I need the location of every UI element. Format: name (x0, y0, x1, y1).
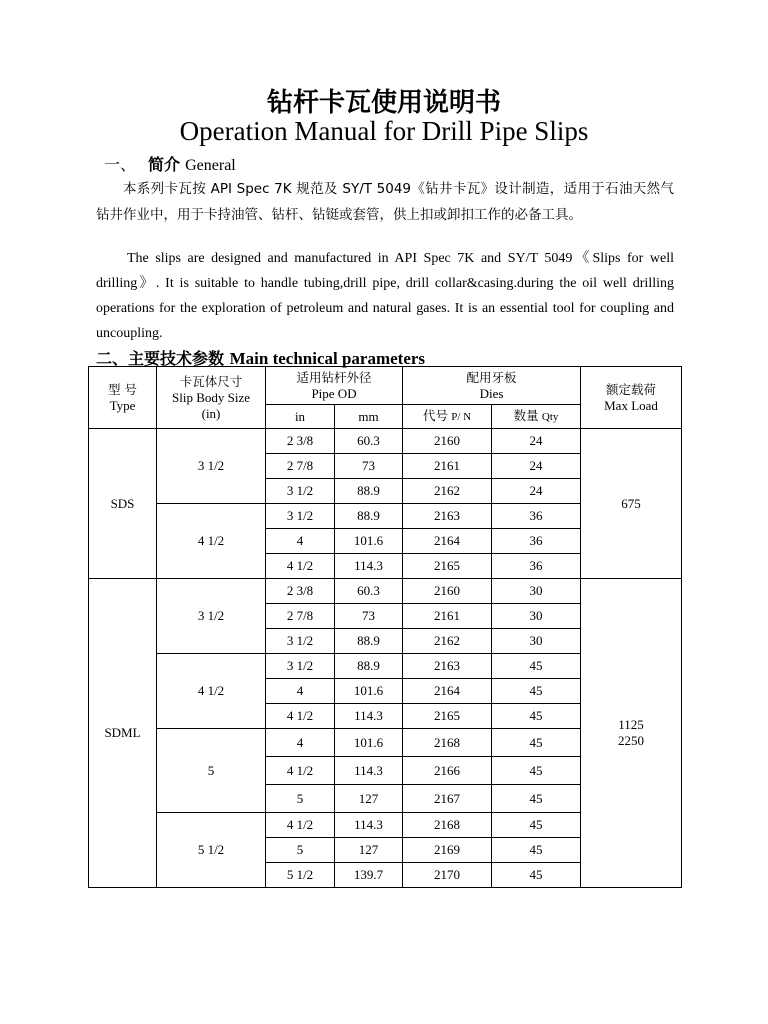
cell-pn: 2164 (403, 679, 492, 704)
cell-mm: 73 (335, 454, 403, 479)
cell-in: 2 7/8 (266, 604, 335, 629)
header-dies-qty (492, 405, 581, 429)
section-title-cn: 二、主要技术参数 (96, 349, 225, 368)
cell-pn: 2161 (403, 604, 492, 629)
cell-pn: 2169 (403, 838, 492, 863)
cell-pn: 2170 (403, 863, 492, 888)
cell-in: 3 1/2 (266, 479, 335, 504)
document-title-cn: 钻杆卡瓦使用说明书 (266, 88, 501, 118)
header-type-cn: 型 号 (108, 381, 137, 397)
cell-pn: 2162 (403, 479, 492, 504)
cell-in: 5 (266, 838, 335, 863)
header-pipe-od (266, 367, 403, 405)
cell-body-size: 3 1/2 (157, 579, 266, 654)
header-od-mm: mm (335, 405, 403, 429)
cell-body-size: 4 1/2 (157, 504, 266, 579)
header-load-cn: 额定载荷 (606, 381, 657, 397)
cell-in: 5 1/2 (266, 863, 335, 888)
header-body-en: Slip Body Size (171, 389, 250, 405)
cell-mm: 114.3 (335, 813, 403, 838)
cell-in: 2 7/8 (266, 454, 335, 479)
header-od-in: in (266, 405, 335, 429)
cell-mm: 88.9 (335, 504, 403, 529)
cell-in: 4 1/2 (266, 757, 335, 785)
cell-mm: 88.9 (335, 629, 403, 654)
cell-mm: 88.9 (335, 654, 403, 679)
cell-pn: 2168 (403, 729, 492, 757)
cell-mm: 101.6 (335, 729, 403, 757)
cell-qty: 45 (492, 654, 581, 679)
cell-pn: 2168 (403, 813, 492, 838)
max-load-value: 675 (621, 495, 641, 511)
cell-qty: 36 (492, 504, 581, 529)
cell-mm: 114.3 (335, 704, 403, 729)
cell-qty: 45 (492, 704, 581, 729)
cell-qty: 45 (492, 838, 581, 863)
header-max-load (581, 367, 682, 429)
cell-pn: 2162 (403, 629, 492, 654)
cell-in: 4 (266, 679, 335, 704)
cell-pn: 2164 (403, 529, 492, 554)
cell-pn: 2160 (403, 579, 492, 604)
cell-mm: 114.3 (335, 554, 403, 579)
cell-mm: 60.3 (335, 579, 403, 604)
cell-qty: 45 (492, 863, 581, 888)
header-body-cn: 卡瓦体尺寸 (179, 373, 243, 389)
section-title-en: General (185, 157, 236, 174)
header-dies-cn: 配用牙板 (466, 369, 517, 385)
header-body-size (157, 367, 266, 429)
header-dies-code-cn: 代号 (422, 408, 448, 423)
table-row (89, 579, 682, 604)
cell-in: 3 1/2 (266, 629, 335, 654)
header-od-en: Pipe OD (311, 385, 357, 401)
header-dies (403, 367, 581, 405)
cell-type: SDML (89, 579, 157, 888)
cell-pn: 2165 (403, 554, 492, 579)
header-type-en: Type (109, 397, 136, 413)
cell-pn: 2163 (403, 504, 492, 529)
header-type (89, 367, 157, 429)
cell-max-load (581, 579, 682, 888)
cell-mm: 101.6 (335, 679, 403, 704)
cell-pn: 2166 (403, 757, 492, 785)
header-body-unit: (in) (201, 405, 221, 421)
cell-in: 2 3/8 (266, 579, 335, 604)
cell-qty: 45 (492, 729, 581, 757)
cell-max-load (581, 429, 682, 579)
cell-mm: 139.7 (335, 863, 403, 888)
cell-qty: 24 (492, 479, 581, 504)
cell-mm: 60.3 (335, 429, 403, 454)
header-dies-code-en: P/ N (451, 411, 472, 423)
document-title-en: Operation Manual for Drill Pipe Slips (179, 116, 589, 146)
cell-body-size: 3 1/2 (157, 429, 266, 504)
header-dies-en: Dies (479, 385, 504, 401)
cell-in: 5 (266, 785, 335, 813)
cell-pn: 2167 (403, 785, 492, 813)
section-title-en: Main technical parameters (229, 349, 426, 368)
cell-body-size: 4 1/2 (157, 654, 266, 729)
header-dies-code (403, 405, 492, 429)
cell-in: 4 1/2 (266, 704, 335, 729)
cell-in: 4 (266, 729, 335, 757)
cell-mm: 101.6 (335, 529, 403, 554)
cell-in: 2 3/8 (266, 429, 335, 454)
max-load-value: 2250 (618, 733, 645, 748)
cell-mm: 88.9 (335, 479, 403, 504)
cell-qty: 30 (492, 629, 581, 654)
header-od-cn: 适用钻杆外径 (296, 369, 372, 385)
header-load-en: Max Load (604, 397, 658, 413)
cell-qty: 24 (492, 454, 581, 479)
cell-mm: 114.3 (335, 757, 403, 785)
max-load-value: 1125 (618, 717, 644, 732)
cell-body-size: 5 1/2 (157, 813, 266, 888)
cell-in: 4 (266, 529, 335, 554)
section-general-heading (104, 152, 236, 175)
cell-qty: 24 (492, 429, 581, 454)
cell-qty: 36 (492, 529, 581, 554)
cell-pn: 2161 (403, 454, 492, 479)
cell-qty: 45 (492, 679, 581, 704)
cell-qty: 30 (492, 604, 581, 629)
cell-pn: 2163 (403, 654, 492, 679)
cell-mm: 127 (335, 838, 403, 863)
cell-type: SDS (89, 429, 157, 579)
intro-paragraph-en: The slips are designed and manufactured in API Spec 7K and SY/T 5049《Slips for well drilling》. It is suitable to handle tubing,drill pipe, drill collar&casing.during the oil well drilling operations for the exploration of petroleum and natural gases. It is an essential tool for coupling and uncoupling. (96, 251, 674, 341)
cell-mm: 73 (335, 604, 403, 629)
intro-paragraph-cn: 本系列卡瓦按 API Spec 7K 规范及 SY/T 5049《钻井卡瓦》设计制造，适用于石油天然气钻井作业中，用于卡持油管、钻杆、钻铤或套管，供上扣或卸扣工作的必备工具。 (96, 181, 674, 223)
table-row (89, 429, 682, 454)
section-number: 一、 (104, 155, 137, 174)
cell-qty: 45 (492, 757, 581, 785)
cell-body-size: 5 (157, 729, 266, 813)
cell-in: 3 1/2 (266, 504, 335, 529)
cell-in: 4 1/2 (266, 554, 335, 579)
parameters-table (88, 366, 682, 888)
cell-in: 3 1/2 (266, 654, 335, 679)
header-dies-qty-en: Qty (541, 411, 559, 423)
cell-qty: 45 (492, 813, 581, 838)
parameters-table-body (89, 429, 682, 888)
cell-qty: 30 (492, 579, 581, 604)
header-dies-qty-cn: 数量 (513, 408, 539, 423)
cell-pn: 2160 (403, 429, 492, 454)
cell-qty: 45 (492, 785, 581, 813)
cell-pn: 2165 (403, 704, 492, 729)
cell-qty: 36 (492, 554, 581, 579)
section-title-cn: 简介 (148, 155, 181, 174)
cell-mm: 127 (335, 785, 403, 813)
cell-in: 4 1/2 (266, 813, 335, 838)
